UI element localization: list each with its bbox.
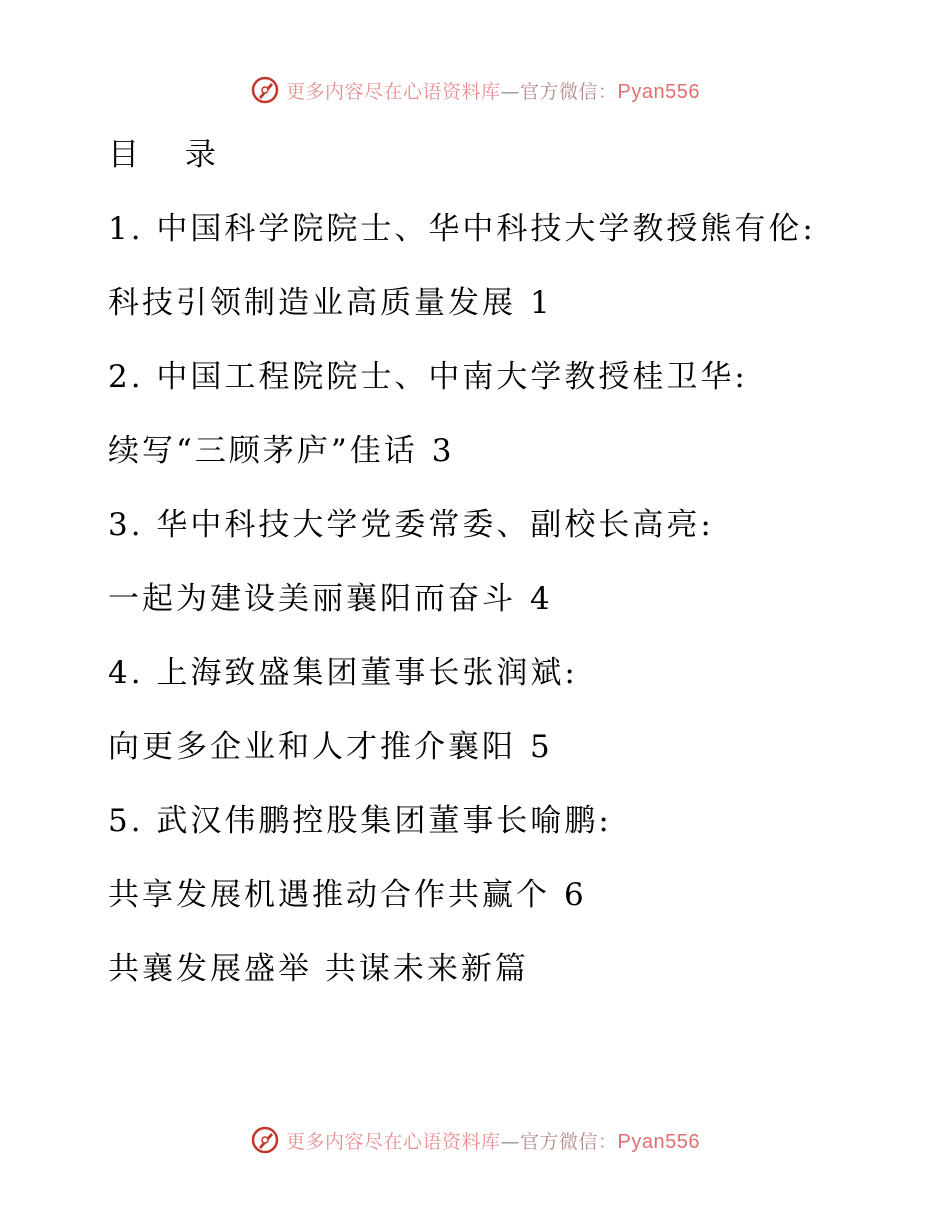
quill-circle-logo-icon — [250, 1125, 280, 1155]
toc-entry-page: 4 — [530, 581, 550, 617]
toc-entry — [108, 414, 908, 488]
toc-entry-text: 4. 上海致盛集团董事长张润斌: — [108, 655, 578, 691]
toc-entry — [108, 932, 908, 1006]
watermark-separator: — — [500, 1130, 521, 1153]
toc-entry — [108, 710, 908, 784]
toc-entry-page: 6 — [564, 877, 584, 913]
toc-title: 目 录 — [108, 137, 234, 173]
watermark-main: 更多内容尽在心语资料库 — [286, 1130, 501, 1153]
table-of-contents — [108, 118, 908, 1006]
toc-entry-text: 共享发展机遇推动合作共赢个 — [108, 877, 550, 913]
watermark-text — [286, 1127, 700, 1154]
watermark-main: 更多内容尽在心语资料库 — [286, 80, 501, 103]
header-watermark — [0, 70, 950, 110]
toc-entry-text: 5. 武汉伟鹏控股集团董事长喻鹏: — [108, 803, 612, 839]
toc-entry-text: 续写“三顾茅庐”佳话 — [108, 433, 418, 469]
toc-entry — [108, 562, 908, 636]
toc-entry — [108, 636, 908, 710]
toc-entry-page: 5 — [530, 729, 550, 765]
toc-entry-text: 3. 华中科技大学党委常委、副校长高亮: — [108, 507, 714, 543]
footer-watermark — [0, 1120, 950, 1160]
toc-entry — [108, 192, 908, 266]
toc-entry-text: 一起为建设美丽襄阳而奋斗 — [108, 581, 516, 617]
watermark-separator: — — [500, 80, 521, 103]
toc-entry-text: 1. 中国科学院院士、华中科技大学教授熊有伦: — [108, 211, 816, 247]
toc-entry-text: 科技引领制造业高质量发展 — [108, 285, 516, 321]
quill-circle-logo-icon — [250, 75, 280, 105]
toc-entries — [108, 192, 908, 1006]
toc-entry — [108, 340, 908, 414]
toc-entry — [108, 488, 908, 562]
toc-entry-text: 向更多企业和人才推介襄阳 — [108, 729, 516, 765]
toc-entry — [108, 784, 908, 858]
toc-entry — [108, 266, 908, 340]
toc-entry-text: 共襄发展盛举 共谋未来新篇 — [108, 951, 529, 987]
watermark-wechat-id: Pyan556 — [617, 1130, 700, 1153]
toc-entry-page: 1 — [530, 285, 550, 321]
watermark-wechat-id: Pyan556 — [617, 80, 700, 103]
toc-entry — [108, 858, 908, 932]
toc-entry-text: 2. 中国工程院院士、中南大学教授桂卫华: — [108, 359, 748, 395]
toc-entry-page: 3 — [431, 433, 452, 469]
watermark-text — [286, 77, 700, 104]
watermark-wechat-label: 官方微信： — [520, 80, 618, 103]
watermark-wechat-label: 官方微信： — [520, 1130, 618, 1153]
